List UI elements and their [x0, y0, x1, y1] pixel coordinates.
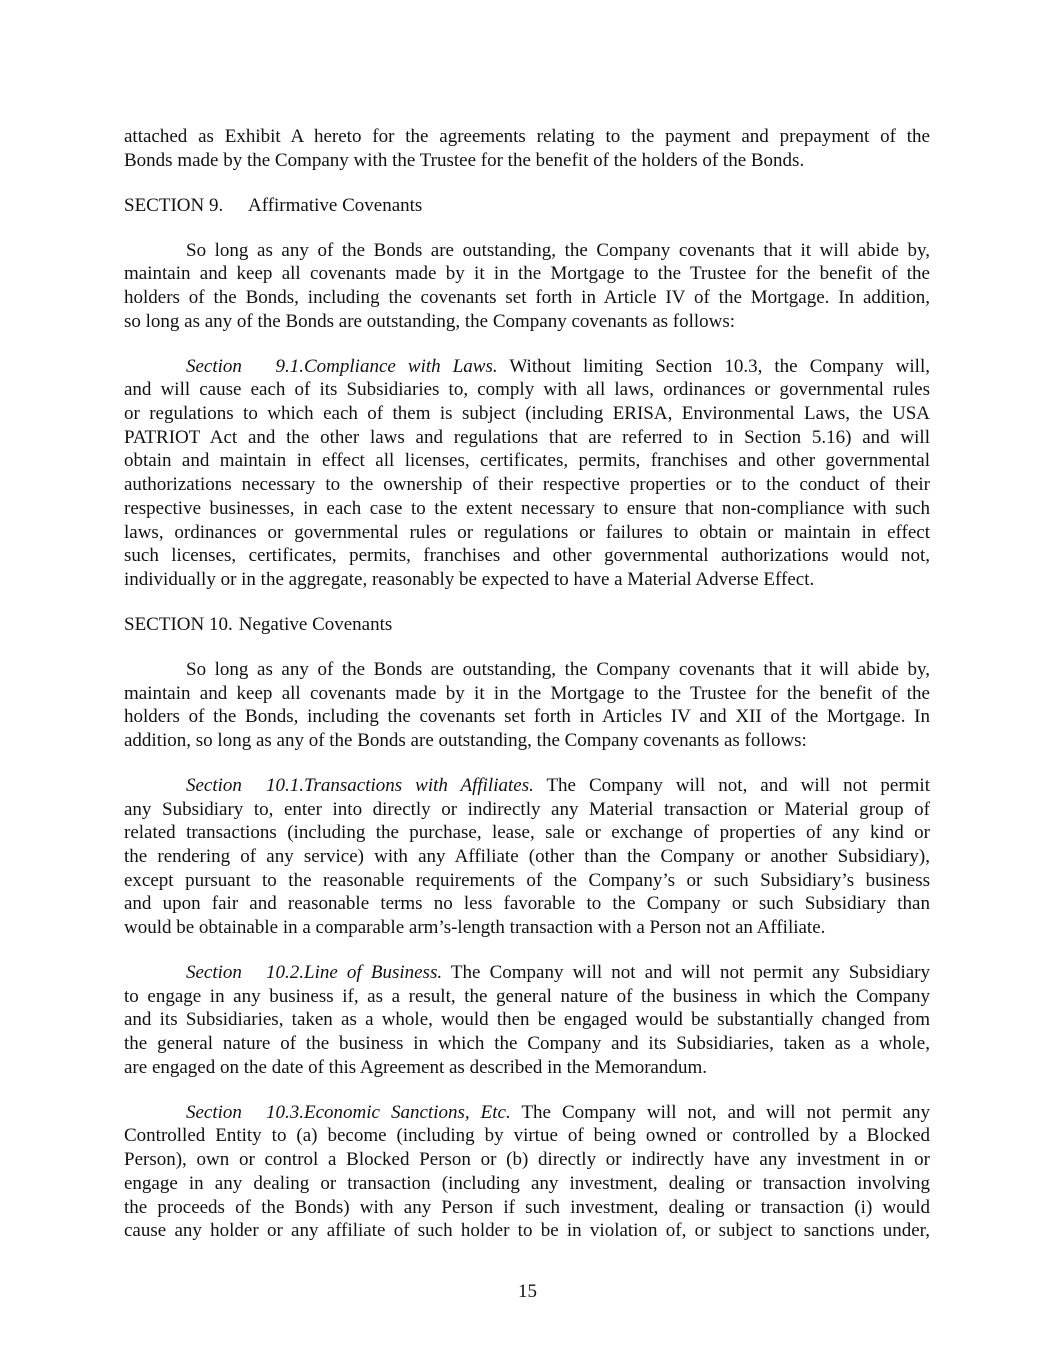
- text-line: [124, 1101, 930, 1125]
- document-page: [124, 125, 930, 1264]
- text-line: authorizations necessary to the ownership of their respective properties or to the conduct of their: [124, 474, 930, 496]
- text-line: Person), own or control a Blocked Person or (b) directly or indirectly have any investment in or: [124, 1149, 930, 1171]
- text-line: engage in any dealing or transaction (including any investment, dealing or transaction involving: [124, 1172, 930, 1194]
- text-line: Controlled Entity to (a) become (including by virtue of being owned or controlled by a Blocked: [124, 1125, 930, 1147]
- text-line: and its Subsidiaries, taken as a whole, would then be engaged would be substantially changed from: [124, 1009, 930, 1031]
- section-reference: Section 10.2.: [186, 962, 304, 984]
- text-line: to engage in any business if, as a result, the general nature of the business in which the Company: [124, 985, 930, 1007]
- paragraph-exhibit-a: [124, 125, 930, 172]
- text-line: holders of the Bonds, including the covenants set forth in Articles IV and XII of the Mortgage. In: [124, 706, 930, 728]
- section-caption: Transactions with Affiliates.: [304, 774, 534, 796]
- text-line: addition, so long as any of the Bonds are outstanding, the Company covenants as follows:: [124, 729, 807, 751]
- text-line: attached as Exhibit A hereto for the agreements relating to the payment and prepayment of the: [124, 126, 930, 147]
- section-9-heading: [124, 194, 930, 218]
- text-line: [124, 774, 930, 798]
- section-text: The Company will not, and will not permit any: [521, 1101, 930, 1123]
- page-number: 15: [518, 1281, 537, 1302]
- text-line: So long as any of the Bonds are outstanding, the Company covenants that it will abide by,: [186, 239, 930, 261]
- paragraph-section-9-intro: [124, 239, 930, 334]
- text-line: holders of the Bonds, including the covenants set forth in Article IV of the Mortgage. In addition,: [124, 287, 930, 309]
- text-line: Bonds made by the Company with the Trustee for the benefit of the holders of the Bonds.: [124, 149, 805, 171]
- text-line: are engaged on the date of this Agreement as described in the Memorandum.: [124, 1056, 707, 1078]
- section-number: SECTION 9.: [124, 194, 224, 216]
- paragraph-section-10-intro: [124, 658, 930, 753]
- text-line: maintain and keep all covenants made by it in the Mortgage to the Trustee for the benefit of the: [124, 682, 930, 704]
- text-line: PATRIOT Act and the other laws and regulations that are referred to in Section 5.16) and will: [124, 426, 930, 448]
- section-number: SECTION 10.: [124, 613, 233, 635]
- section-reference: Section 10.1.: [186, 774, 304, 796]
- paragraph-section-10-2: [124, 961, 930, 1079]
- text-line: [124, 961, 930, 985]
- text-line: such licenses, certificates, permits, franchises and other governmental authorizations would not,: [124, 545, 930, 567]
- text-line: and upon fair and reasonable terms no less favorable to the Company or such Subsidiary than: [124, 893, 930, 915]
- paragraph-section-10-1: [124, 774, 930, 940]
- text-line: any Subsidiary to, enter into directly or indirectly any Material transaction or Material group of: [124, 798, 930, 820]
- text-line: the proceeds of the Bonds) with any Person if such investment, dealing or transaction (i) would: [124, 1196, 930, 1218]
- text-line: except pursuant to the reasonable requirements of the Company’s or such Subsidiary’s business: [124, 869, 930, 891]
- section-caption: Line of Business.: [304, 962, 443, 984]
- text-line: respective businesses, in each case to the extent necessary to ensure that non-compliance with such: [124, 497, 930, 519]
- text-line: would be obtainable in a comparable arm’s-length transaction with a Person not an Affiliate.: [124, 917, 826, 939]
- text-line: and will cause each of its Subsidiaries to, comply with all laws, ordinances or governmental rules: [124, 379, 930, 401]
- text-line: [124, 355, 930, 379]
- section-title: Negative Covenants: [238, 613, 393, 635]
- section-caption: Compliance with Laws.: [304, 355, 498, 377]
- text-line: related transactions (including the purchase, lease, sale or exchange of properties of any kind or: [124, 822, 930, 844]
- section-caption: Economic Sanctions, Etc.: [304, 1101, 511, 1123]
- text-line: so long as any of the Bonds are outstanding, the Company covenants as follows:: [124, 310, 736, 332]
- paragraph-section-10-3: [124, 1101, 930, 1243]
- section-text: The Company will not and will not permit any Subsidiary: [450, 962, 930, 984]
- text-line: laws, ordinances or governmental rules or regulations or failures to obtain or maintain in effect: [124, 521, 930, 543]
- text-line: individually or in the aggregate, reasonably be expected to have a Material Adverse Effect.: [124, 568, 815, 590]
- section-text: Without limiting Section 10.3, the Company will,: [509, 355, 930, 377]
- section-reference: Section 10.3.: [186, 1101, 304, 1123]
- text-line: or regulations to which each of them is subject (including ERISA, Environmental Laws, the USA: [124, 403, 930, 425]
- section-10-heading: [124, 613, 930, 637]
- section-title: Affirmative Covenants: [248, 194, 423, 216]
- text-line: the rendering of any service) with any Affiliate (other than the Company or another Subsidiary),: [124, 845, 930, 867]
- paragraph-section-9-1: [124, 355, 930, 592]
- section-reference: Section 9.1.: [186, 355, 304, 377]
- section-text: The Company will not, and will not permit: [546, 774, 930, 796]
- text-line: maintain and keep all covenants made by it in the Mortgage to the Trustee for the benefit of the: [124, 263, 930, 285]
- text-line: cause any holder or any affiliate of such holder to be in violation of, or subject to sanctions under,: [124, 1220, 930, 1242]
- text-line: So long as any of the Bonds are outstanding, the Company covenants that it will abide by,: [186, 658, 930, 680]
- text-line: the general nature of the business in which the Company and its Subsidiaries, taken as a whole,: [124, 1033, 930, 1055]
- text-line: obtain and maintain in effect all licenses, certificates, permits, franchises and other governmental: [124, 450, 930, 472]
